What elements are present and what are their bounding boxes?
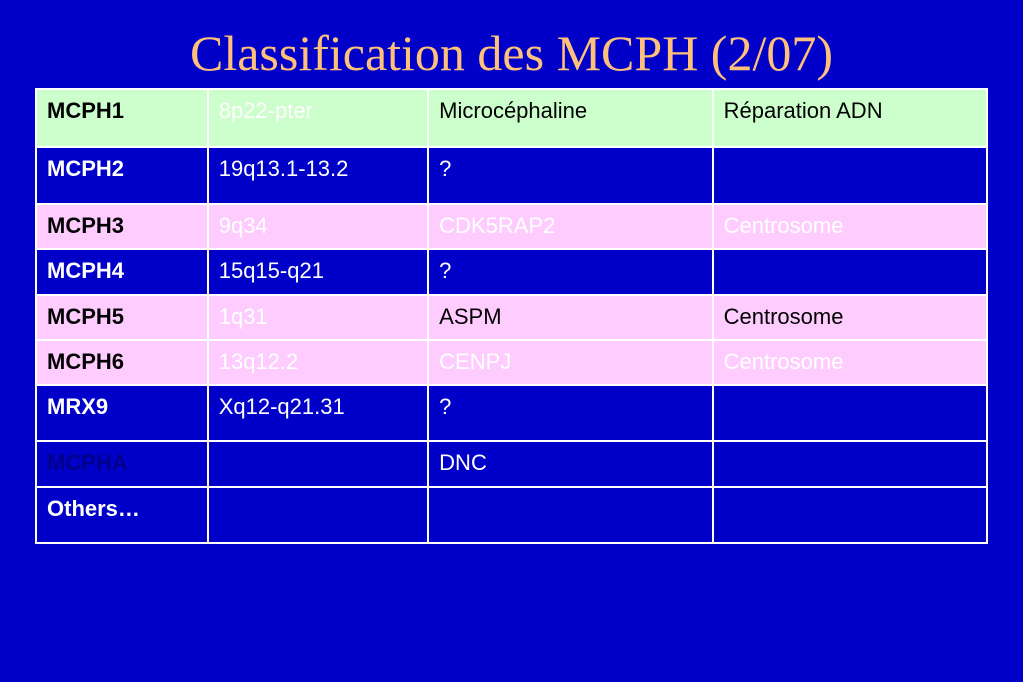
gene-locus-name-cell: MCPH6	[36, 340, 208, 385]
table-row	[36, 89, 987, 147]
chromosome-location-cell	[208, 487, 428, 543]
gene-protein-cell	[428, 487, 712, 543]
gene-protein-cell: ASPM	[428, 295, 712, 340]
function-cell	[713, 441, 987, 487]
gene-locus-name-cell: MCPH5	[36, 295, 208, 340]
gene-protein-cell: CDK5RAP2	[428, 204, 712, 249]
chromosome-location-cell: Xq12-q21.31	[208, 385, 428, 441]
gene-protein-cell: ?	[428, 249, 712, 295]
gene-protein-cell: ?	[428, 147, 712, 204]
function-cell	[713, 487, 987, 543]
table-row	[36, 487, 987, 543]
mcph-classification-table	[35, 88, 988, 544]
chromosome-location-cell: 19q13.1-13.2	[208, 147, 428, 204]
function-cell: Centrosome	[713, 340, 987, 385]
table-row	[36, 204, 987, 249]
function-cell: Centrosome	[713, 204, 987, 249]
gene-locus-name-cell: MCPH3	[36, 204, 208, 249]
chromosome-location-cell	[208, 441, 428, 487]
gene-locus-name-cell: MCPH1	[36, 89, 208, 147]
function-cell: Réparation ADN	[713, 89, 987, 147]
table-row	[36, 441, 987, 487]
gene-locus-name-cell: Others…	[36, 487, 208, 543]
chromosome-location-cell: 13q12.2	[208, 340, 428, 385]
gene-locus-name-cell: MRX9	[36, 385, 208, 441]
table-row	[36, 340, 987, 385]
table-row	[36, 295, 987, 340]
function-cell	[713, 147, 987, 204]
chromosome-location-cell: 8p22-pter	[208, 89, 428, 147]
table-row	[36, 249, 987, 295]
gene-protein-cell: Microcéphaline	[428, 89, 712, 147]
gene-protein-cell: DNC	[428, 441, 712, 487]
gene-protein-cell: ?	[428, 385, 712, 441]
gene-protein-cell: CENPJ	[428, 340, 712, 385]
chromosome-location-cell: 1q31	[208, 295, 428, 340]
function-cell	[713, 249, 987, 295]
function-cell	[713, 385, 987, 441]
gene-locus-name-cell: MCPH2	[36, 147, 208, 204]
slide-title: Classification des MCPH (2/07)	[189, 25, 834, 81]
chromosome-location-cell: 9q34	[208, 204, 428, 249]
table-row	[36, 147, 987, 204]
gene-locus-name-cell: MCPHA	[36, 441, 208, 487]
function-cell: Centrosome	[713, 295, 987, 340]
chromosome-location-cell: 15q15-q21	[208, 249, 428, 295]
gene-locus-name-cell: MCPH4	[36, 249, 208, 295]
table-row	[36, 385, 987, 441]
